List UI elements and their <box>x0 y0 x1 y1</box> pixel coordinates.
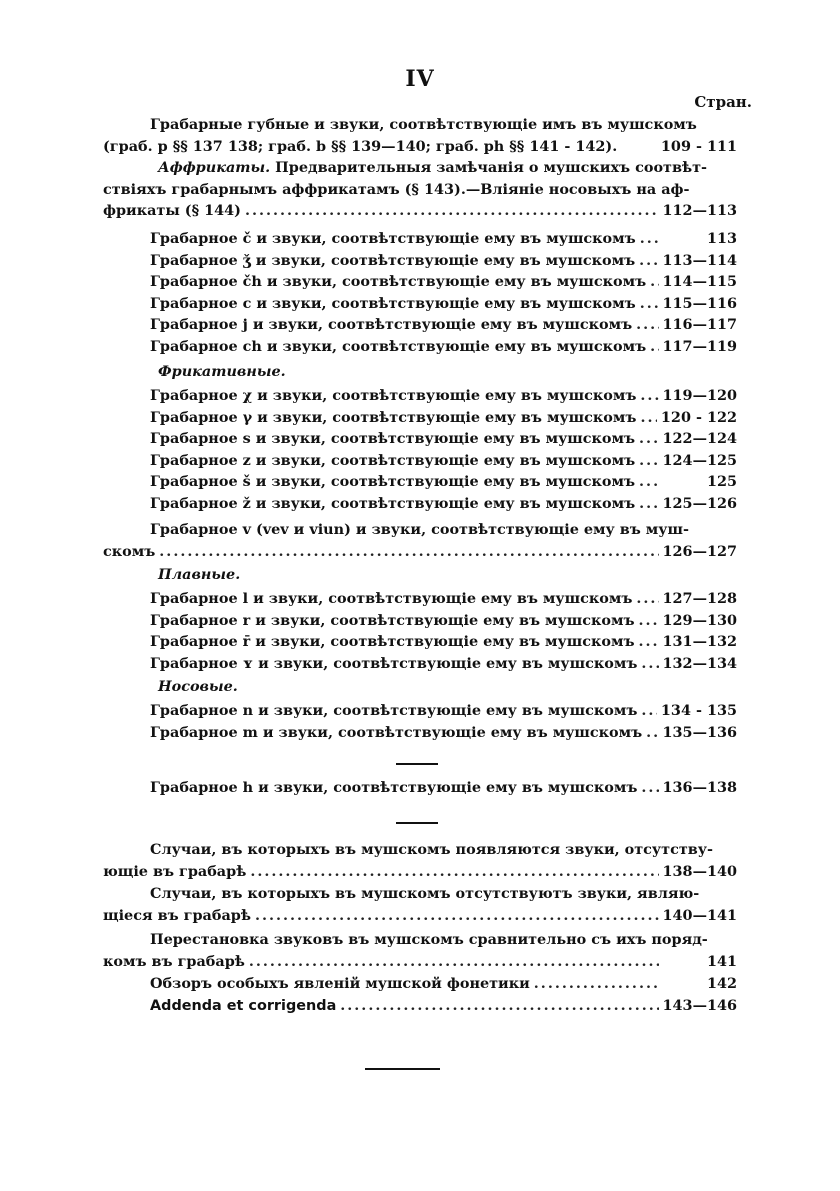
page-range: 126—127 <box>662 542 737 560</box>
leader-dots <box>640 385 658 407</box>
pages-column-label: Стран. <box>694 93 752 111</box>
toc-entry-affricates-intro <box>103 157 737 222</box>
toc-list-nasals <box>103 700 737 743</box>
page-range: 141 <box>706 952 737 970</box>
toc-row <box>103 314 737 336</box>
entry-text: Случаи, въ которыхъ въ мушскомъ отсутствуютъ звуки, являю- <box>150 885 700 902</box>
entry-text: Грабарное ǯ и звуки, соотвѣтствующіе ему въ мушскомъ <box>150 251 636 269</box>
entry-text: щіеся въ грабарѣ <box>103 906 251 924</box>
toc-row <box>103 385 737 407</box>
entry-text: Случаи, въ которыхъ въ мушскомъ появляются звуки, отсутству- <box>150 841 713 858</box>
page-range: 120 - 122 <box>660 408 737 426</box>
leader-dots <box>639 631 659 653</box>
toc-entry-appearing-sounds <box>103 839 737 882</box>
toc-row <box>103 407 737 429</box>
toc-row <box>103 973 737 995</box>
toc-row <box>103 293 737 315</box>
page-number-roman: IV <box>405 66 435 92</box>
entry-text: Грабарное z и звуки, соотвѣтствующіе ему въ мушскомъ <box>150 451 636 469</box>
entry-text: ствіяхъ грабарнымъ аффрикатамъ (§ 143).—Вліяніе носовыхъ на аф- <box>103 180 690 198</box>
page-range: 113—114 <box>662 251 737 269</box>
entry-text: Грабарное ž и звуки, соотвѣтствующіе ему въ мушскомъ <box>150 494 636 512</box>
entry-text: скомъ <box>103 542 156 560</box>
toc-row <box>103 428 737 450</box>
leader-dots <box>639 450 658 472</box>
page-range: 134 - 135 <box>660 702 737 719</box>
entry-text: Грабарное v (vev и viun) и звуки, соотвѣтствующіе ему въ муш- <box>150 521 689 538</box>
page-range: 135—136 <box>662 723 737 741</box>
toc-row <box>103 336 737 358</box>
entry-text: Грабарное čh и звуки, соотвѣтствующіе ему въ мушскомъ <box>150 273 647 290</box>
page-range: 132—134 <box>662 654 737 672</box>
entry-text: Грабарное ʏ и звуки, соотвѣтствующіе ему въ мушскомъ <box>150 654 638 672</box>
divider-rule <box>396 763 438 765</box>
toc-row <box>103 777 737 799</box>
leader-dots <box>245 200 659 222</box>
section-head-affricates: Аффрикаты. <box>158 159 271 176</box>
leader-dots <box>646 722 658 744</box>
leader-dots <box>640 293 659 315</box>
leader-dots <box>636 314 658 336</box>
leader-dots <box>340 995 658 1017</box>
page-range: 127—128 <box>662 590 737 607</box>
end-rule <box>365 1068 440 1070</box>
entry-text: (граб. p §§ 137 138; граб. b §§ 139—140; граб. ph §§ 141 - 142). <box>103 137 618 155</box>
toc-row <box>103 450 737 472</box>
page-range: 113 <box>706 230 737 247</box>
entry-text: Грабарное j и звуки, соотвѣтствующіе ему въ мушскомъ <box>150 316 633 333</box>
entry-text: Грабарное ch и звуки, соотвѣтствующіе ему въ мушскомъ <box>150 337 647 355</box>
entry-text: Грабарное m и звуки, соотвѣтствующіе ему въ мушскомъ <box>150 723 643 741</box>
page-range: 114—115 <box>662 273 737 290</box>
leader-dots <box>639 471 659 493</box>
section-head-fricatives: Фрикативные. <box>158 363 286 380</box>
toc-list-liquids <box>103 588 737 674</box>
leader-dots <box>249 951 659 973</box>
toc-entry-metathesis <box>103 929 737 972</box>
entry-text: Грабарное χ и звуки, соотвѣтствующіе ему въ мушскомъ <box>150 387 637 404</box>
leader-dots <box>641 777 658 799</box>
page-range: 125 <box>706 473 737 490</box>
toc-row <box>103 995 737 1017</box>
page-range: 125—126 <box>662 494 737 512</box>
entry-text: Грабарное r̄ и звуки, соотвѣтствующіе ему въ мушскомъ <box>150 633 635 650</box>
page-range: 115—116 <box>662 294 737 312</box>
toc-entry-v <box>103 519 737 562</box>
toc-row <box>103 471 737 493</box>
leader-dots <box>650 271 658 293</box>
toc-row <box>103 493 737 515</box>
page-range: 116—117 <box>662 316 737 333</box>
section-head-liquids: Плавные. <box>158 566 241 583</box>
entry-text: Addenda et corrigenda <box>150 997 337 1014</box>
leader-dots <box>640 407 656 429</box>
toc-row <box>103 700 737 722</box>
leader-dots <box>159 541 658 563</box>
page-range: 136—138 <box>662 779 737 796</box>
leader-dots <box>650 336 658 358</box>
toc-row <box>103 631 737 653</box>
page-range: 143—146 <box>662 996 737 1014</box>
entry-text: Грабарное h и звуки, соотвѣтствующіе ему въ мушскомъ <box>150 779 638 796</box>
entry-text: Грабарное n и звуки, соотвѣтствующіе ему въ мушскомъ <box>150 702 638 719</box>
toc-list-affricates <box>103 228 737 357</box>
toc-list-fricatives <box>103 385 737 514</box>
entry-text: Грабарное r и звуки, соотвѣтствующіе ему въ мушскомъ <box>150 611 635 629</box>
entry-text: Перестановка звуковъ въ мушскомъ сравнительно съ ихъ поряд- <box>150 931 708 948</box>
toc-row <box>103 722 737 744</box>
entry-text: Грабарное š и звуки, соотвѣтствующіе ему въ мушскомъ <box>150 473 636 490</box>
page-range: 117—119 <box>662 337 737 355</box>
entry-text: Предварительныя замѣчанія о мушскихъ соотвѣт- <box>270 159 707 176</box>
entry-text: Грабарные губные и звуки, соотвѣтствующіе имъ въ мушскомъ <box>150 116 697 133</box>
entry-text: фрикаты (§ 144) <box>103 202 241 219</box>
entry-text: Грабарное γ и звуки, соотвѣтствующіе ему въ мушскомъ <box>150 408 637 426</box>
leader-dots <box>534 973 659 995</box>
page-range: 122—124 <box>662 430 737 447</box>
toc-row <box>103 610 737 632</box>
page-range: 131—132 <box>662 633 737 650</box>
divider-rule <box>396 822 438 824</box>
leader-dots <box>255 905 659 927</box>
page-range: 124—125 <box>662 451 737 469</box>
leader-dots <box>250 861 658 883</box>
leader-dots <box>639 493 658 515</box>
toc-row <box>103 228 737 250</box>
page-range: 112—113 <box>662 202 737 219</box>
toc-row <box>103 250 737 272</box>
toc-row <box>103 588 737 610</box>
page-range: 109 - 111 <box>660 137 737 155</box>
leader-dots <box>640 228 659 250</box>
leader-dots <box>641 653 658 675</box>
toc-row <box>103 271 737 293</box>
leader-dots <box>639 250 658 272</box>
leader-dots <box>641 700 657 722</box>
entry-text: Грабарное s и звуки, соотвѣтствующіе ему въ мушскомъ <box>150 430 636 447</box>
entry-text: Грабарное c и звуки, соотвѣтствующіе ему въ мушскомъ <box>150 294 636 312</box>
entry-text: ющіе въ грабарѣ <box>103 862 247 880</box>
page-range: 129—130 <box>662 611 737 629</box>
toc-entry-missing-sounds <box>103 883 737 926</box>
page-range: 142 <box>706 975 737 992</box>
toc-list-final <box>103 973 737 1016</box>
toc-row <box>103 653 737 675</box>
entry-text: Грабарное č и звуки, соотвѣтствующіе ему въ мушскомъ <box>150 230 636 247</box>
toc-entry-h <box>103 777 737 799</box>
entry-text: комъ въ грабарѣ <box>103 952 245 970</box>
toc-entry-labials <box>103 114 737 157</box>
leader-dots <box>639 428 658 450</box>
entry-text: Обзоръ особыхъ явленій мушской фонетики <box>150 975 530 992</box>
leader-dots <box>636 588 658 610</box>
leader-dots <box>639 610 659 632</box>
entry-text: Грабарное l и звуки, соотвѣтствующіе ему въ мушскомъ <box>150 590 633 607</box>
section-head-nasals: Носовые. <box>158 678 238 695</box>
page-range: 138—140 <box>662 862 737 880</box>
page-range: 140—141 <box>662 906 737 924</box>
page-range: 119—120 <box>662 387 737 404</box>
